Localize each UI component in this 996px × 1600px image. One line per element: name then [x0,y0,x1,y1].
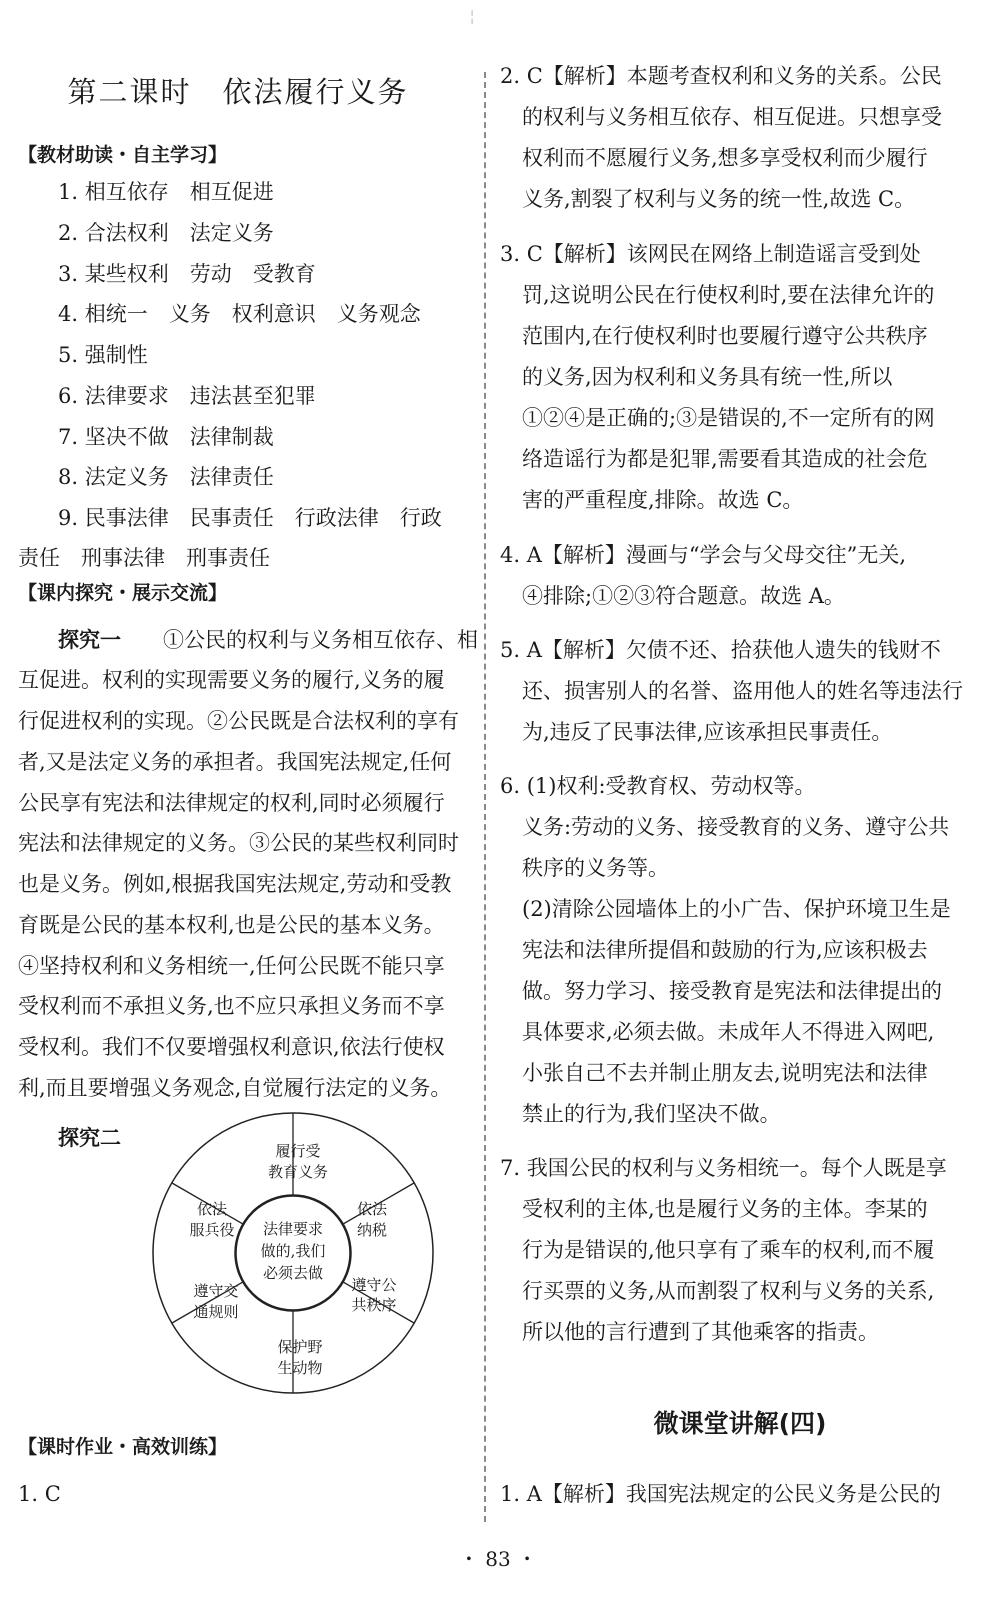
wheel-center-line: 做的,我们 [260,1242,326,1260]
right-line: 4. A【解析】漫画与“学会与父母交往”无关, [500,543,907,567]
right-line: 义务,割裂了权利与义务的统一性,故选 C。 [522,187,916,211]
right-line: 6. (1)权利:受教育权、劳动权等。 [500,774,816,798]
right-line: 所以他的言行遭到了其他乘客的指责。 [522,1320,879,1344]
answer-item: 9. 民事法律 民事责任 行政法律 行政 [58,506,442,530]
explore-one-line: 公民享有宪法和法律规定的权利,同时必须履行 [18,791,445,815]
lesson-title: 第二课时 依法履行义务 [67,75,409,109]
explore-one-line: 利,而且要增强义务观念,自觉履行法定的义务。 [18,1076,452,1100]
wheel-segment-label: 保护野 [277,1338,323,1356]
wheel-segment-label: 纳税 [356,1221,388,1239]
right-line: 5. A【解析】欠债不还、拾获他人遗失的钱财不 [500,638,941,662]
right-line: 禁止的行为,我们坚决不做。 [522,1102,781,1126]
answer-item: 5. 强制性 [58,343,148,367]
explore-one-line: 受权利。我们不仅要增强权利意识,依法行使权 [18,1035,445,1059]
right-line: ①②④是正确的;③是错误的,不一定所有的网 [522,406,935,430]
answer-item: 6. 法律要求 违法甚至犯罪 [58,384,316,408]
explore-one-label: 探究一 [58,628,121,652]
answer-item: 1. 相互依存 相互促进 [58,180,274,204]
right-line: 3. C【解析】该网民在网络上制造谣言受到处 [500,242,921,266]
right-line: 范围内,在行使权利时也要履行遵守公共秩序 [522,324,928,348]
right-line: 宪法和法律所提倡和鼓励的行为,应该积极去 [522,938,928,962]
wheel-segment-label: 服兵役 [189,1221,235,1239]
wheel-segment-label: 生动物 [277,1359,323,1377]
explore-one-line: ④坚持权利和义务相统一,任何公民既不能只享 [18,954,445,978]
section-heading-homework: 【课时作业・高效训练】 [18,1436,228,1458]
explore-one-line: 也是义务。例如,根据我国宪法规定,劳动和受教 [18,872,452,896]
answer-item: 3. 某些权利 劳动 受教育 [58,262,316,286]
wheel-segment-label: 遵守公 [351,1276,397,1294]
answer-item-continued: 责任 刑事法律 刑事责任 [18,546,270,570]
right-line: 行为是错误的,他只享有了乘车的权利,而不履 [522,1238,935,1262]
explore-one-line [18,620,478,661]
mini-lecture-title: 微课堂讲解(四) [653,1409,827,1438]
right-line: 秩序的义务等。 [522,856,669,880]
wheel-segment-label: 履行受 [275,1142,321,1160]
wheel-segment-label: 依法 [356,1200,388,1218]
answer-item: 2. 合法权利 法定义务 [58,221,274,245]
right-line: 权利而不愿履行义务,想多享受权利而少履行 [522,146,928,170]
right-line: 罚,这说明公民在行使权利时,要在法律允许的 [522,283,935,307]
explore-one-line: 互促进。权利的实现需要义务的履行,义务的履 [18,668,445,692]
answer-item: 8. 法定义务 法律责任 [58,465,274,489]
wheel-segment-label: 遵守交 [193,1282,239,1300]
section-heading-study: 【教材助读・自主学习】 [18,144,228,166]
column-divider [484,72,486,1522]
right-line: 具体要求,必须去做。未成年人不得进入网吧, [522,1020,935,1044]
duties-wheel-diagram [150,1110,436,1396]
explore-one-line: 者,又是法定义务的承担者。我国宪法规定,任何 [18,750,452,774]
explore-two-label: 探究二 [58,1126,121,1150]
homework-answer-1: 1. C [18,1482,61,1506]
answer-item: 7. 坚决不做 法律制裁 [58,425,274,449]
right-line: 的义务,因为权利和义务具有统一性,所以 [522,365,893,389]
right-line: 还、损害别人的名誉、盗用他人的姓名等违法行 [522,679,963,703]
explore-one-line: 行促进权利的实现。②公民既是合法权利的享有 [18,709,459,733]
wheel-segment-label: 共秩序 [351,1296,397,1314]
right-line: 害的严重程度,排除。故选 C。 [522,488,804,512]
explore-one-line: 宪法和法律规定的义务。③公民的某些权利同时 [18,831,459,855]
wheel-center-line: 必须去做 [262,1264,324,1282]
right-line: 为,违反了民事法律,应该承担民事责任。 [522,720,893,744]
right-line: 络造谣行为都是犯罪,需要看其造成的社会危 [522,447,928,471]
explore-one-line: 受权利而不承担义务,也不应只承担义务而不享 [18,994,445,1018]
right-line: 受权利的主体,也是履行义务的主体。李某的 [522,1197,928,1221]
right-line: (2)清除公园墙体上的小广告、保护环境卫生是 [522,897,951,921]
top-mark-icon: ╎ [468,10,477,26]
right-line: 做。努力学习、接受教育是宪法和法律提出的 [522,979,942,1003]
wheel-segment-label: 通规则 [193,1303,239,1321]
explore-one-line: 育既是公民的基本权利,也是公民的基本义务。 [18,913,445,937]
explore-one-text: ①公民的权利与义务相互依存、相 [121,628,478,652]
section-heading-explore: 【课内探究・展示交流】 [18,582,228,604]
wheel-segment-label: 依法 [196,1200,228,1218]
right-line: 行买票的义务,从而割裂了权利与义务的关系, [522,1279,935,1303]
right-line: 的权利与义务相互依存、相互促进。只想享受 [522,105,942,129]
right-line: 1. A【解析】我国宪法规定的公民义务是公民的 [500,1482,941,1506]
right-line: 2. C【解析】本题考查权利和义务的关系。公民 [500,64,942,88]
wheel-segment-label: 教育义务 [267,1163,329,1181]
page-number: ・ 83 ・ [458,1547,538,1571]
right-line: 义务:劳动的义务、接受教育的义务、遵守公共 [522,815,950,839]
right-line: 7. 我国公民的权利与义务相统一。每个人既是享 [500,1156,947,1180]
right-line: 小张自己不去并制止朋友去,说明宪法和法律 [522,1061,928,1085]
answer-item: 4. 相统一 义务 权利意识 义务观念 [58,302,421,326]
right-line: ④排除;①②③符合题意。故选 A。 [522,584,845,608]
wheel-center-line: 法律要求 [262,1220,324,1238]
